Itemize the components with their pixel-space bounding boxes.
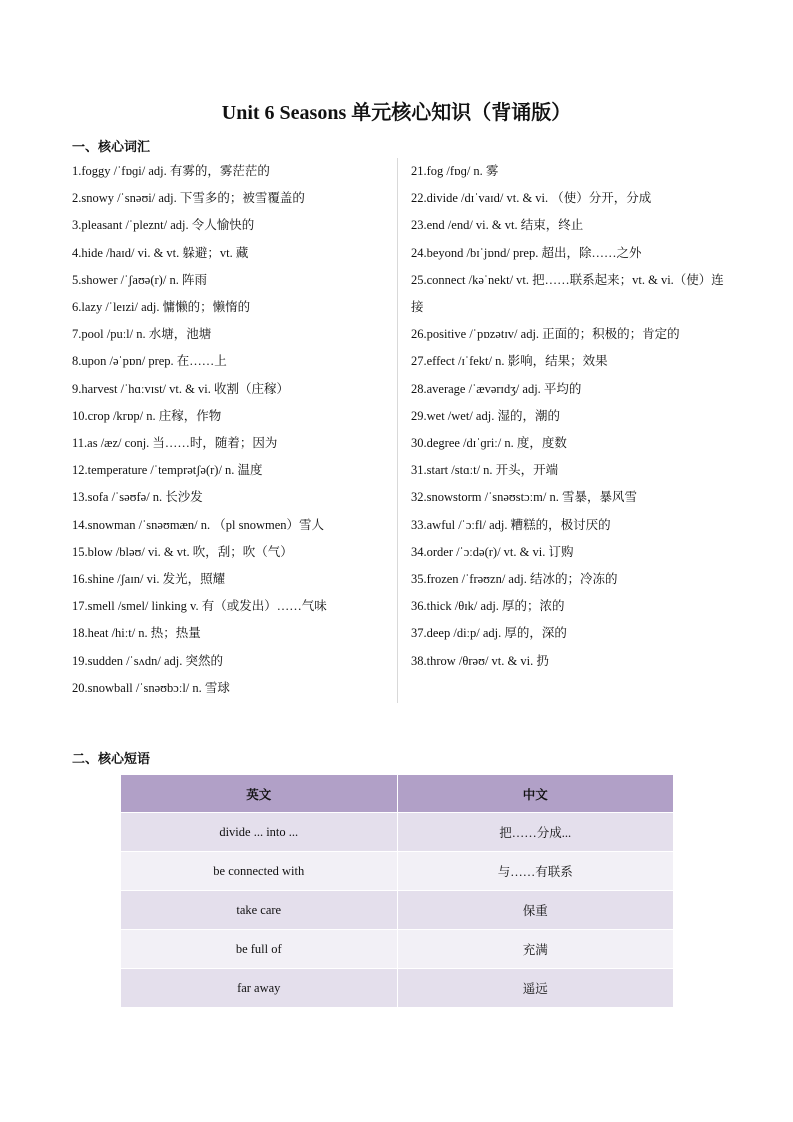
phrase-english: be connected with xyxy=(121,852,398,891)
table-row xyxy=(121,930,674,969)
vocab-item: 21.fog /fɒɡ/ n. 雾 xyxy=(411,164,499,178)
vocab-item: 20.snowball /ˈsnəʊbɔːl/ n. 雪球 xyxy=(72,680,230,695)
vocab-item: 34.order /ˈɔːdə(r)/ vt. & vi. 订购 xyxy=(411,544,574,559)
vocab-item: 13.sofa /ˈsəʊfə/ n. 长沙发 xyxy=(72,490,203,505)
vocab-item: 31.start /stɑːt/ n. 开头，开端 xyxy=(411,463,559,478)
header-chinese: 中文 xyxy=(397,775,674,813)
vocab-item: 15.blow /bləʊ/ vi. & vt. 吹，刮；吹（气） xyxy=(72,544,293,559)
vocab-item: 11.as /æz/ conj. 当……时，随着；因为 xyxy=(72,436,278,451)
table-header-row xyxy=(121,775,674,813)
vocab-item: 22.divide /dɪˈvaɪd/ vt. & vi. （使）分开，分成 xyxy=(411,191,652,206)
vocab-item: 25.connect /kəˈnekt/ vt. 把……联系起来；vt. & vi.（使）连接 xyxy=(411,272,724,315)
vocab-item: 36.thick /θɪk/ adj. 厚的；浓的 xyxy=(411,599,565,614)
vocab-column-left xyxy=(72,158,394,702)
vocab-item: 19.sudden /ˈsʌdn/ adj. 突然的 xyxy=(72,653,224,668)
vocab-column-right xyxy=(411,158,733,675)
vocab-item: 16.shine /ʃaɪn/ vi. 发光，照耀 xyxy=(72,572,226,587)
vocab-item: 12.temperature /ˈtemprətʃə(r)/ n. 温度 xyxy=(72,463,263,478)
phrase-english: far away xyxy=(121,969,398,1008)
vocab-item: 37.deep /diːp/ adj. 厚的，深的 xyxy=(411,626,567,641)
vocab-item: 14.snowman /ˈsnəʊmæn/ n. （pl snowmen）雪人 xyxy=(72,517,324,532)
vocab-item: 3.pleasant /ˈpleznt/ adj. 令人愉快的 xyxy=(72,218,255,233)
table-row xyxy=(121,891,674,930)
vocab-item: 23.end /end/ vi. & vt. 结束，终止 xyxy=(411,218,584,233)
page-title: Unit 6 Seasons 单元核心知识（背诵版） xyxy=(221,102,572,124)
vocab-item: 1.foggy /ˈfɒɡi/ adj. 有雾的，雾茫茫的 xyxy=(72,164,270,178)
phrase-table xyxy=(120,774,674,1008)
phrase-english: be full of xyxy=(121,930,398,969)
header-english: 英文 xyxy=(121,775,398,813)
vocab-item: 35.frozen /ˈfrəʊzn/ adj. 结冰的；冷冻的 xyxy=(411,572,618,587)
phrase-section-heading: 二、核心短语 xyxy=(72,752,151,767)
vocab-item: 26.positive /ˈpɒzətɪv/ adj. 正面的；积极的；肯定的 xyxy=(411,327,680,342)
vocab-item: 28.average /ˈævərɪdʒ/ adj. 平均的 xyxy=(411,381,582,396)
vocab-item: 29.wet /wet/ adj. 湿的，潮的 xyxy=(411,408,560,423)
vocab-item: 2.snowy /ˈsnəʊi/ adj. 下雪多的；被雪覆盖的 xyxy=(72,191,305,206)
vocab-item: 24.beyond /bɪˈjɒnd/ prep. 超出，除……之外 xyxy=(411,245,642,260)
vocab-item: 6.lazy /ˈleɪzi/ adj. 慵懒的；懒惰的 xyxy=(72,300,251,315)
table-row xyxy=(121,852,674,891)
phrase-chinese: 保重 xyxy=(397,891,674,930)
phrase-english: divide ... into ... xyxy=(121,813,398,852)
phrase-chinese: 充满 xyxy=(397,930,674,969)
vocab-item: 30.degree /dɪˈɡriː/ n. 度，度数 xyxy=(411,436,567,451)
phrase-chinese: 把……分成... xyxy=(397,813,674,852)
phrase-chinese: 遥远 xyxy=(397,969,674,1008)
column-divider xyxy=(397,158,398,703)
phrase-english: take care xyxy=(121,891,398,930)
table-row xyxy=(121,813,674,852)
vocab-item: 4.hide /haɪd/ vi. & vt. 躲避；vt. 藏 xyxy=(72,245,249,260)
vocab-item: 7.pool /puːl/ n. 水塘，池塘 xyxy=(72,327,212,342)
vocab-item: 8.upon /əˈpɒn/ prep. 在……上 xyxy=(72,354,227,369)
vocab-item: 5.shower /ˈʃaʊə(r)/ n. 阵雨 xyxy=(72,272,207,287)
vocab-item: 9.harvest /ˈhɑːvɪst/ vt. & vi. 收割（庄稼） xyxy=(72,381,289,396)
vocab-item: 10.crop /krɒp/ n. 庄稼，作物 xyxy=(72,408,222,423)
vocab-item: 18.heat /hiːt/ n. 热；热量 xyxy=(72,626,201,641)
vocab-item: 17.smell /smel/ linking v. 有（或发出）……气味 xyxy=(72,599,327,614)
vocab-item: 33.awful /ˈɔːfl/ adj. 糟糕的，极讨厌的 xyxy=(411,517,611,532)
vocab-item: 32.snowstorm /ˈsnəʊstɔːm/ n. 雪暴，暴风雪 xyxy=(411,490,637,505)
phrase-chinese: 与……有联系 xyxy=(397,852,674,891)
vocab-item: 27.effect /ɪˈfekt/ n. 影响，结果；效果 xyxy=(411,354,608,369)
vocab-section-heading: 一、核心词汇 xyxy=(72,140,151,155)
vocab-item: 38.throw /θrəʊ/ vt. & vi. 扔 xyxy=(411,653,549,668)
table-row xyxy=(121,969,674,1008)
